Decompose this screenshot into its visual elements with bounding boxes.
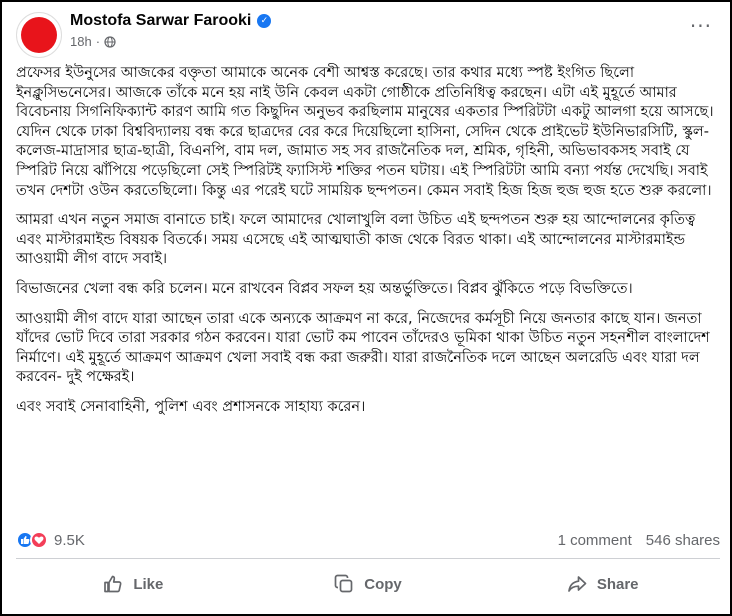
post-paragraph: প্রফেসর ইউনুসের আজকের বক্তৃতা আমাকে অনেক বেশী আশ্বস্ত করেছে। তার কথার মধ্যে স্পষ্ট ইংগিত ছিলো ইনক্লুসিভনেসের। আজকে তাঁকে মনে হয় নাই উনি কেবল একটা গোষ্ঠীকে প্রতিনিধিত্ব করছেন। এটা এই মুহূর্তে আমার বিবেচনায় সিগনিফিক্যান্ট কারণ আমি গত কিছুদিন অনুভব করছিলাম মানুষের একতার স্পিরিটটা একটু আলগা হয়ে আসছে। যেদিন থেকে ঢাকা বিশ্ববিদ্যালয় বন্ধ করে ছাত্রদের বের করে দিয়েছিলো হাসিনা, সেদিন থেকে প্রাইভেট ইউনিভারসিটি, স্কুল-কলেজ-মাদ্রাসার ছাত্র-ছাত্রী, বিএনপি, বাম দল, জামাত সহ সব রাজনৈতিক দল, শ্রমিক, গৃহিনী, অভিভাবকসহ সবাই যে স্পিরিট নিয়ে ঝাঁপিয়ে পড়েছিলো সেই স্পিরিটই ফ্যাসিস্ট শক্তির পতন ঘটায়। এই স্পিরিটটা আমি বন্যা পর্যন্ত দেখেছি। সবাই তখন দেশটা ওউন করতেছিলো। কিন্তু এর পরেই ঘটে সাময়িক ছন্দপতন। কেমন সবাই হিজ হিজ হুজ হুজ হতে শুরু করলো। [16,65,714,199]
copy-button[interactable] [251,562,486,606]
meta-separator: · [95,34,101,49]
copy-icon [334,574,354,594]
divider [16,558,720,559]
reaction-count[interactable]: 9.5K [54,531,85,549]
share-icon [567,574,587,594]
comment-count[interactable]: 1 comment [557,531,632,549]
verified-badge-icon: ✓ [257,14,271,28]
post-body [16,64,718,428]
reaction-icons[interactable] [16,531,85,549]
post-header [16,10,716,60]
like-label: Like [133,575,164,593]
post-paragraph: আওয়ামী লীগ বাদে যারা আছেন তারা একে অন্যকে আক্রমণ না করে, নিজেদের কর্মসূচী নিয়ে জনতার কাছে যান। জনতা যাঁদের ভোট দিবে তারা সরকার গঠন করবেন। যারা ভোট কম পাবেন তাঁদেরও ভূমিকা থাকা উচিত নতুন সহনশীল বাংলাদেশ নির্মাণে। এই মুহূর্তে আক্রমণ আক্রমণ খেলা সবাই বন্ধ করা জরুরী। যারা রাজনৈতিক দলে আছেন অলরেডি এবং যারা দল করবেন- দুই পক্ষেরই। [16,310,710,386]
post-paragraph: আমরা এখন নতুন সমাজ বানাতে চাই। ফলে আমাদের খোলাখুলি বলা উচিত এই ছন্দপতন শুরু হয় আন্দোলনের কৃতিত্ব এবং মাস্টারমাইন্ড বিষয়ক বিতর্কে। সময় এসেছে এই আত্মঘাতী কাজ থেকে বিরত থাকা। এই আন্দোলনের মাস্টারমাইন্ড আওয়ামী লীগ বাদে সবাই। [16,212,696,268]
avatar[interactable] [16,12,62,58]
share-button[interactable] [485,562,720,606]
like-button[interactable] [16,562,251,606]
action-bar [16,562,720,606]
post-meta [70,34,116,49]
love-reaction-icon [30,531,48,549]
more-icon[interactable]: ··· [689,14,712,38]
avatar-image [21,17,57,53]
author-row [70,12,271,30]
post-paragraph: বিভাজনের খেলা বন্ধ করি চলেন। মনে রাখবেন বিপ্লব সফল হয় অন্তর্ভুক্তিতে। বিপ্লব ঝুঁকিতে পড়ে বিভক্তিতে। [16,280,633,297]
post-paragraph: এবং সবাই সেনাবাহিনী, পুলিশ এবং প্রশাসনকে সাহায্য করেন। [16,398,366,415]
globe-icon [104,36,116,48]
engagement-row [16,528,720,552]
post-time[interactable]: 18h [70,34,92,49]
copy-label: Copy [364,575,402,593]
author-name[interactable]: Mostofa Sarwar Farooki [70,12,252,29]
share-label: Share [596,575,639,593]
share-count[interactable]: 546 shares [645,531,720,549]
engagement-stats [558,532,720,549]
like-icon [103,574,123,594]
